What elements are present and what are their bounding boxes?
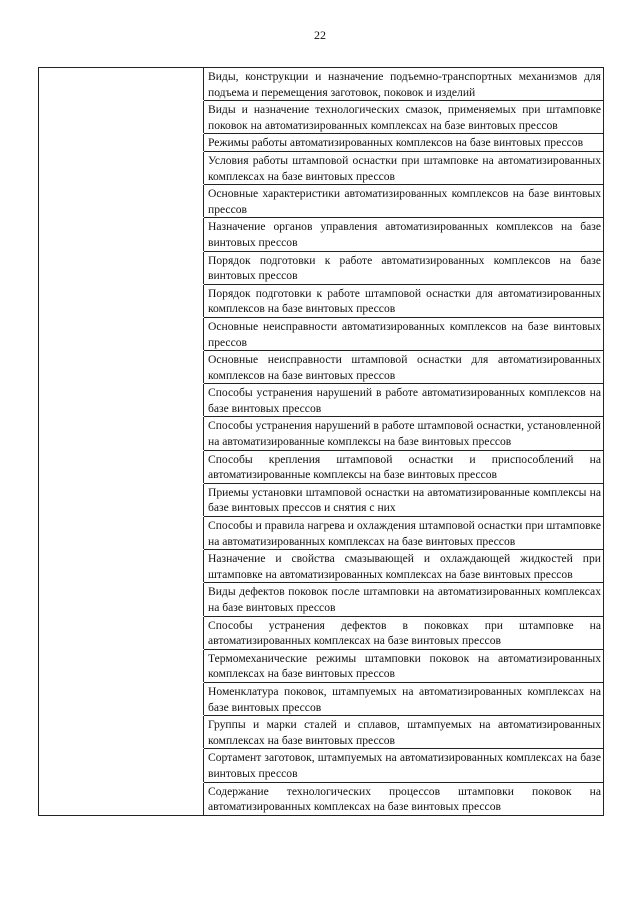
table-cell: Приемы установки штамповой оснастки на автоматизированные комплексы на базе винтовых прессов и снятия с них (204, 484, 604, 516)
left-cell (39, 417, 204, 449)
table-cell: Условия работы штамповой оснастки при штамповке на автоматизированных комплексах на базе винтовых прессов (204, 152, 604, 184)
table-row (39, 185, 604, 218)
table-row (39, 617, 604, 650)
left-cell (39, 550, 204, 582)
left-cell (39, 134, 204, 151)
left-cell (39, 101, 204, 133)
left-cell (39, 318, 204, 350)
left-cell (39, 617, 204, 649)
left-cell (39, 783, 204, 815)
table-row (39, 683, 604, 716)
table-cell: Виды, конструкции и назначение подъемно-транспортных механизмов для подъема и перемещения заготовок, поковок и изделий (204, 68, 604, 100)
table-row (39, 218, 604, 251)
table-cell: Содержание технологических процессов штамповки поковок на автоматизированных комплексах на базе винтовых прессов (204, 783, 604, 815)
table-cell: Термомеханические режимы штамповки поковок на автоматизированных комплексах на базе винтовых прессов (204, 650, 604, 682)
table-cell: Способы устранения нарушений в работе штамповой оснастки, установленной на автоматизированные комплексы на базе винтовых прессов (204, 417, 604, 449)
left-cell (39, 683, 204, 715)
page-number: 22 (314, 28, 326, 42)
table-cell: Назначение и свойства смазывающей и охлаждающей жидкостей при штамповке на автоматизированных комплексах на базе винтовых прессов (204, 550, 604, 582)
knowledge-table (38, 67, 604, 816)
table-cell: Назначение органов управления автоматизированных комплексов на базе винтовых прессов (204, 218, 604, 250)
table-cell: Способы устранения нарушений в работе автоматизированных комплексов на базе винтовых прессов (204, 384, 604, 416)
table-cell: Порядок подготовки к работе автоматизированных комплексов на базе винтовых прессов (204, 252, 604, 284)
table-cell: Виды и назначение технологических смазок, применяемых при штамповке поковок на автоматизированных комплексах на базе винтовых прессов (204, 101, 604, 133)
table-row (39, 318, 604, 351)
table-row (39, 783, 604, 816)
table-row (39, 252, 604, 285)
table-row (39, 101, 604, 134)
table-cell: Порядок подготовки к работе штамповой оснастки для автоматизированных комплексов на базе винтовых прессов (204, 285, 604, 317)
table-cell: Способы и правила нагрева и охлаждения штамповой оснастки при штамповке на автоматизированных комплексах на базе винтовых прессов (204, 517, 604, 549)
table-cell: Виды дефектов поковок после штамповки на автоматизированных комплексах на базе винтовых прессов (204, 583, 604, 615)
left-cell (39, 749, 204, 781)
left-cell (39, 68, 204, 100)
left-cell (39, 583, 204, 615)
table-row (39, 749, 604, 782)
table-cell: Режимы работы автоматизированных комплексов на базе винтовых прессов (204, 134, 604, 151)
table-cell: Способы устранения дефектов в поковках при штамповке на автоматизированных комплексах на базе винтовых прессов (204, 617, 604, 649)
left-cell (39, 218, 204, 250)
table-row (39, 484, 604, 517)
left-cell (39, 484, 204, 516)
table-cell: Номенклатура поковок, штампуемых на автоматизированных комплексах на базе винтовых прессов (204, 683, 604, 715)
left-cell (39, 152, 204, 184)
table-cell: Группы и марки сталей и сплавов, штампуемых на автоматизированных комплексах на базе винтовых прессов (204, 716, 604, 748)
table-row (39, 583, 604, 616)
table-cell: Основные неисправности автоматизированных комплексов на базе винтовых прессов (204, 318, 604, 350)
table-row (39, 650, 604, 683)
left-cell (39, 285, 204, 317)
table-cell: Сортамент заготовок, штампуемых на автоматизированных комплексах на базе винтовых прессов (204, 749, 604, 781)
table-cell: Основные характеристики автоматизированных комплексов на базе винтовых прессов (204, 185, 604, 217)
table-cell: Способы крепления штамповой оснастки и приспособлений на автоматизированные комплексы на базе винтовых прессов (204, 451, 604, 483)
left-cell (39, 185, 204, 217)
table-row (39, 517, 604, 550)
table-row (39, 152, 604, 185)
table-row (39, 384, 604, 417)
left-cell (39, 716, 204, 748)
table-cell: Основные неисправности штамповой оснастки для автоматизированных комплексов на базе винтовых прессов (204, 351, 604, 383)
table-row (39, 285, 604, 318)
table-row (39, 550, 604, 583)
left-cell (39, 384, 204, 416)
table-row (39, 351, 604, 384)
left-cell (39, 351, 204, 383)
table-row (39, 451, 604, 484)
table-row (39, 134, 604, 152)
left-cell (39, 451, 204, 483)
table-row (39, 68, 604, 101)
left-cell (39, 252, 204, 284)
left-cell (39, 517, 204, 549)
table-row (39, 716, 604, 749)
table-row (39, 417, 604, 450)
left-cell (39, 650, 204, 682)
